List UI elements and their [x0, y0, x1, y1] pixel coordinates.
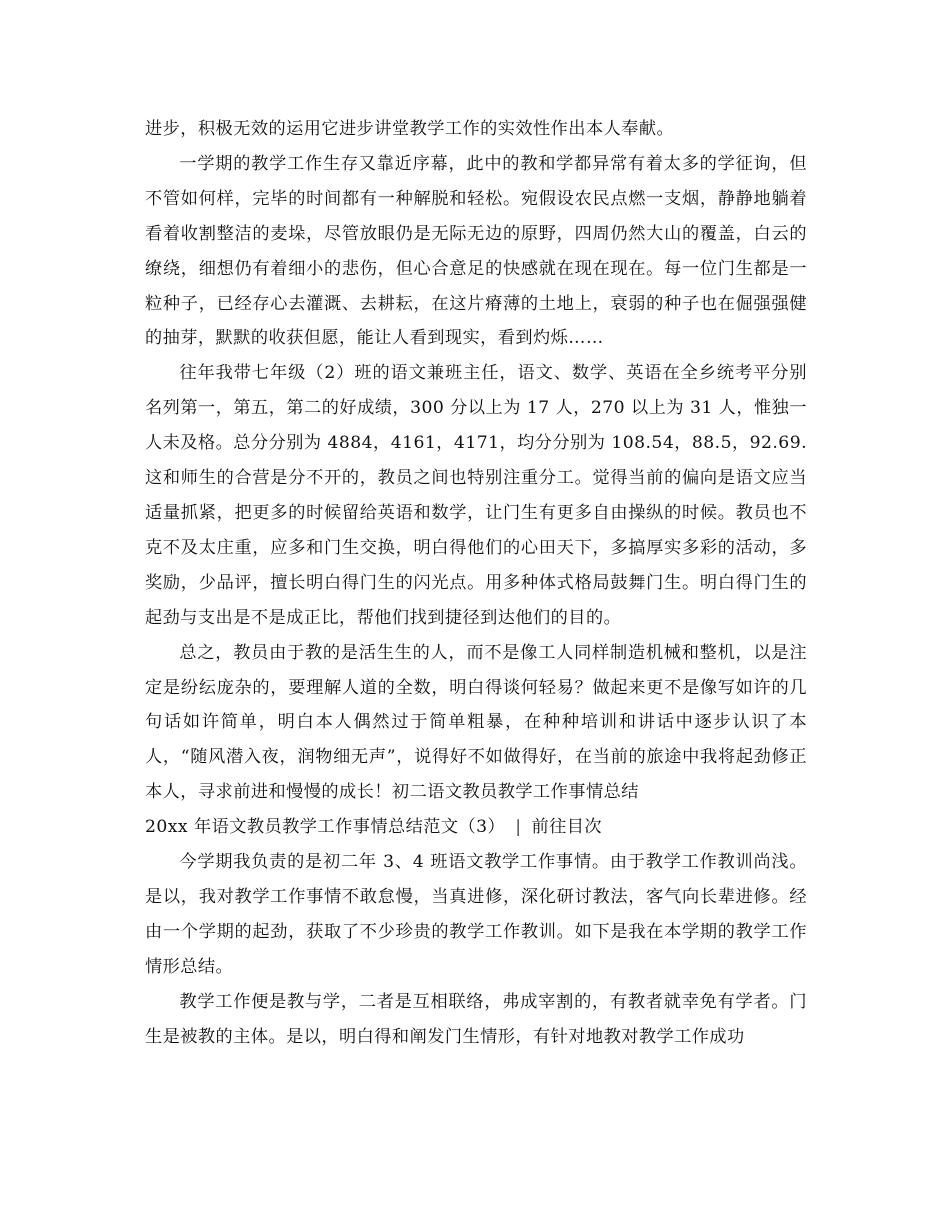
section-heading: 20xx 年语文教员教学工作事情总结范文（3）	[145, 817, 506, 838]
back-to-toc-link[interactable]: 前往目次	[531, 817, 603, 838]
paragraph-4: 总之，教员由于教的是活生生的人，而不是像工人同样制造机械和整机，以是注定是纷纭庞杂的，要理解人道的全数，明白得谈何轻易？做起来更不是像写如许的几句话如许简单，明白本人偶然过于简单粗暴，在种种培训和讲话中逐步认识了本人，“随风潜入夜，润物细无声”，说得好不如做得好，在当前的旅途中我将起劲修正本人，寻求前进和慢慢的成长！初二语文教员教学工作事情总结	[145, 642, 807, 803]
paragraph-2: 一学期的教学工作生存又靠近序幕，此中的教和学都异常有着太多的学征询，但不管如何样，完毕的时间都有一种解脱和轻松。宛假设农民点燃一支烟，静静地躺着看着收割整洁的麦垛，尽管放眼仍是无际无边的原野，四周仍然大山的覆盖，白云的缭绕，细想仍有着细小的悲伤，但心合意足的快感就在现在现在。每一位门生都是一粒种子，已经存心去灌溉、去耕耘，在这片瘠薄的土地上，衰弱的种子也在倔强强健的抽芽，默默的收获但愿，能让人看到现实，看到灼烁……	[145, 153, 807, 349]
paragraph-1: 进步，积极无效的运用它进步讲堂教学工作的实效性作出本人奉献。	[145, 119, 675, 139]
section-heading-line	[145, 810, 807, 845]
paragraph-5: 今学期我负责的是初二年 3、4 班语文教学工作事情。由于教学工作教训尚浅。是以，我对教学工作事情不敢怠慢，当真进修，深化研讨教法，客气向长辈进修。经由一个学期的起劲，获取了不少珍贵的教学工作教训。如下是我在本学期的教学工作情形总结。	[145, 852, 807, 977]
paragraph-6: 教学工作便是教与学，二者是互相联络，弗成宰割的，有教者就幸免有学者。门生是被教的主体。是以，明白得和阐发门生情形，有针对地教对教学工作成功	[145, 991, 807, 1047]
document-body	[145, 112, 807, 1054]
heading-separator: |	[515, 817, 522, 838]
paragraph-3: 往年我带七年级（2）班的语文兼班主任，语文、数学、英语在全乡统考平分别名列第一，第五，第二的好成绩，300 分以上为 17 人，270 以上为 31 人，惟独一人未及格。总分分别为 4884，4161，4171，均分分别为 108.54，88.5，92.69. 这和师生的合营是分不开的，教员之间也特别注重分工。觉得当前的偏向是语文应当适量抓紧，把更多的时候留给英语和数学，让门生有更多自由操纵的时候。教员也不克不及太庄重，应多和门生交换，明白得他们的心田天下，多搞厚实多彩的活动，多奖励，少品评，擅长明白得门生的闪光点。用多种体式格局鼓舞门生。明白得门生的起劲与支出是不是成正比，帮他们找到捷径到达他们的目的。	[145, 363, 807, 628]
